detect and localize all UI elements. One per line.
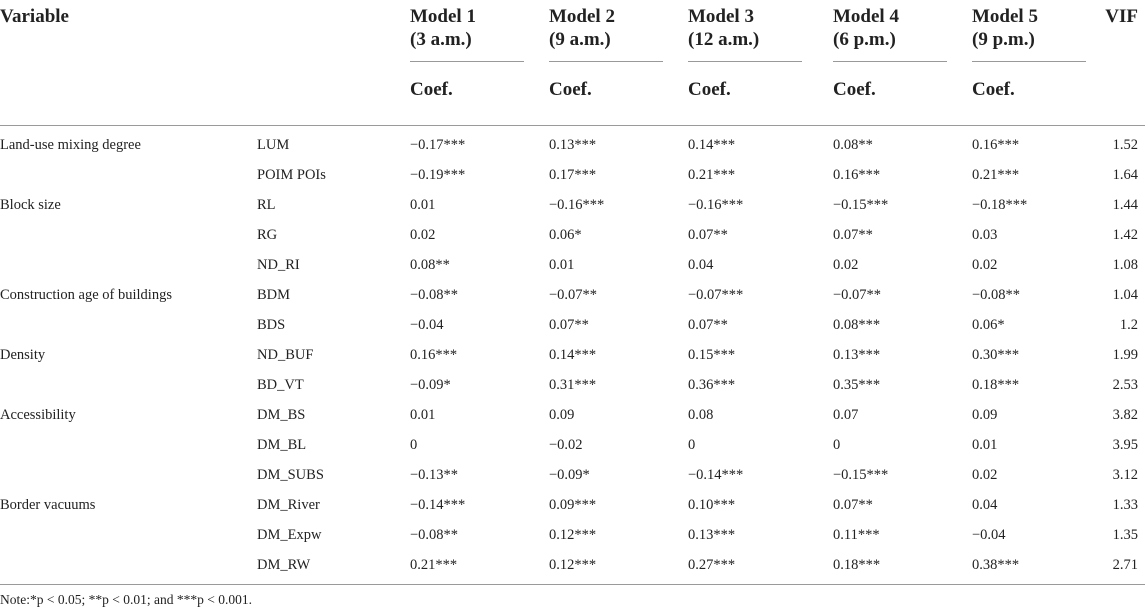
coef-cell: 0.01 xyxy=(549,257,575,273)
coef-cell: 0 xyxy=(833,437,841,453)
coef-cell: 0 xyxy=(688,437,696,453)
coef-cell: 0.21*** xyxy=(972,167,1020,183)
footer-rule xyxy=(0,584,1145,585)
coef-cell: 0.03 xyxy=(972,227,998,243)
variable-abbr: BDS xyxy=(257,317,286,333)
vif-cell: 1.04 xyxy=(1112,287,1138,303)
coef-cell: 0.16*** xyxy=(972,137,1020,153)
coef-cell: 0.09 xyxy=(549,407,575,423)
header-divider xyxy=(972,61,1086,62)
coef-cell: 0.07** xyxy=(833,227,873,243)
coef-cell: 0.18*** xyxy=(833,557,881,573)
coef-cell: −0.14*** xyxy=(410,497,466,513)
table-row xyxy=(0,370,1145,400)
table-row xyxy=(0,280,1145,310)
coef-cell: 0.14*** xyxy=(549,347,597,363)
coef-cell: 0.27*** xyxy=(688,557,736,573)
vif-cell: 2.71 xyxy=(1112,557,1138,573)
coef-cell: 0.01 xyxy=(410,197,436,213)
coef-cell: −0.04 xyxy=(972,527,1006,543)
coef-cell: −0.07** xyxy=(549,287,598,303)
variable-abbr: RG xyxy=(257,227,278,243)
coef-cell: −0.13** xyxy=(410,467,459,483)
coef-cell: 0.07** xyxy=(833,497,873,513)
table-row xyxy=(0,430,1145,460)
coef-cell: −0.08** xyxy=(410,527,459,543)
coef-cell: 0.02 xyxy=(410,227,436,243)
coef-cell: 0.06* xyxy=(972,317,1005,333)
variable-abbr: DM_River xyxy=(257,497,320,513)
vif-cell: 1.42 xyxy=(1112,227,1138,243)
coef-cell: 0.02 xyxy=(833,257,859,273)
table-row xyxy=(0,490,1145,520)
coef-cell: 0.07 xyxy=(833,407,859,423)
variable-abbr: POIM POIs xyxy=(257,167,326,183)
coef-cell: −0.09* xyxy=(549,467,590,483)
variable-abbr: DM_BS xyxy=(257,407,306,423)
coef-cell: 0.09*** xyxy=(549,497,597,513)
coef-cell: −0.18*** xyxy=(972,197,1028,213)
coef-cell: 0.16*** xyxy=(410,347,458,363)
header-model-3: Model 3 (12 a.m.) xyxy=(688,6,760,50)
coef-cell: 0.15*** xyxy=(688,347,736,363)
table-row xyxy=(0,160,1145,190)
header-model-1: Model 1 (3 a.m.) xyxy=(410,6,476,50)
coef-cell: −0.16*** xyxy=(549,197,605,213)
coef-cell: 0.08** xyxy=(410,257,450,273)
coef-cell: −0.08** xyxy=(410,287,459,303)
coef-cell: 0.12*** xyxy=(549,527,597,543)
coef-cell: 0.18*** xyxy=(972,377,1020,393)
coef-cell: 0.21*** xyxy=(688,167,736,183)
coef-cell: −0.15*** xyxy=(833,467,889,483)
table-row xyxy=(0,550,1145,580)
vif-cell: 1.2 xyxy=(1119,317,1138,333)
table-row xyxy=(0,250,1145,280)
header-model-5: Model 5 (9 p.m.) xyxy=(972,6,1038,50)
variable-abbr: DM_RW xyxy=(257,557,311,573)
coef-cell: 0.38*** xyxy=(972,557,1020,573)
table-row xyxy=(0,460,1145,490)
coef-cell: 0.17*** xyxy=(549,167,597,183)
coef-cell: −0.19*** xyxy=(410,167,466,183)
coef-cell: −0.07** xyxy=(833,287,882,303)
vif-cell: 1.08 xyxy=(1112,257,1138,273)
vif-cell: 3.95 xyxy=(1112,437,1138,453)
coef-cell: −0.08** xyxy=(972,287,1021,303)
variable-abbr: BD_VT xyxy=(257,377,304,393)
group-label: Border vacuums xyxy=(0,497,96,513)
coef-label: Coef. xyxy=(410,79,453,100)
coef-cell: 0.30*** xyxy=(972,347,1020,363)
vif-cell: 1.64 xyxy=(1112,167,1138,183)
coef-cell: 0.35*** xyxy=(833,377,881,393)
group-label: Land-use mixing degree xyxy=(0,137,141,153)
table-row xyxy=(0,400,1145,430)
table-row xyxy=(0,520,1145,550)
header-divider xyxy=(833,61,947,62)
coef-cell: 0 xyxy=(410,437,418,453)
coef-cell: −0.17*** xyxy=(410,137,466,153)
vif-cell: 2.53 xyxy=(1112,377,1138,393)
coef-cell: 0.07** xyxy=(688,317,728,333)
coef-cell: −0.15*** xyxy=(833,197,889,213)
group-label: Block size xyxy=(0,197,61,213)
coef-cell: 0.08** xyxy=(833,137,873,153)
coef-cell: 0.02 xyxy=(972,257,998,273)
coef-cell: 0.09 xyxy=(972,407,998,423)
variable-abbr: DM_BL xyxy=(257,437,307,453)
coef-cell: 0.13*** xyxy=(833,347,881,363)
coef-cell: −0.07*** xyxy=(688,287,744,303)
coef-cell: 0.07** xyxy=(688,227,728,243)
header-model-2: Model 2 (9 a.m.) xyxy=(549,6,615,50)
coef-cell: 0.02 xyxy=(972,467,998,483)
vif-cell: 1.44 xyxy=(1112,197,1138,213)
coef-cell: −0.04 xyxy=(410,317,444,333)
coef-cell: −0.14*** xyxy=(688,467,744,483)
coef-label: Coef. xyxy=(972,79,1015,100)
header-variable: Variable xyxy=(0,6,69,27)
coef-cell: −0.09* xyxy=(410,377,451,393)
group-label: Accessibility xyxy=(0,407,76,423)
header-model-4: Model 4 (6 p.m.) xyxy=(833,6,899,50)
coef-cell: −0.16*** xyxy=(688,197,744,213)
coef-label: Coef. xyxy=(833,79,876,100)
variable-abbr: BDM xyxy=(257,287,291,303)
coef-label: Coef. xyxy=(688,79,731,100)
coef-cell: 0.13*** xyxy=(549,137,597,153)
coef-cell: 0.01 xyxy=(410,407,436,423)
coef-cell: 0.11*** xyxy=(833,527,880,543)
table-note: Note:*p < 0.05; **p < 0.01; and ***p < 0.001. xyxy=(0,592,252,607)
vif-cell: 1.99 xyxy=(1112,347,1138,363)
coef-cell: 0.10*** xyxy=(688,497,736,513)
coef-cell: 0.13*** xyxy=(688,527,736,543)
vif-cell: 3.12 xyxy=(1112,467,1138,483)
coef-cell: 0.36*** xyxy=(688,377,736,393)
coef-cell: 0.08*** xyxy=(833,317,881,333)
variable-abbr: DM_Expw xyxy=(257,527,322,543)
coef-cell: 0.12*** xyxy=(549,557,597,573)
coef-label: Coef. xyxy=(549,79,592,100)
vif-cell: 3.82 xyxy=(1112,407,1138,423)
coef-cell: 0.06* xyxy=(549,227,582,243)
coef-cell: 0.08 xyxy=(688,407,714,423)
coef-cell: −0.02 xyxy=(549,437,583,453)
table-row xyxy=(0,190,1145,220)
variable-abbr: ND_RI xyxy=(257,257,300,273)
group-label: Construction age of buildings xyxy=(0,287,172,303)
variable-abbr: LUM xyxy=(257,137,290,153)
group-label: Density xyxy=(0,347,46,363)
table-row xyxy=(0,340,1145,370)
vif-cell: 1.33 xyxy=(1112,497,1138,513)
header-rule xyxy=(0,125,1145,126)
coef-cell: 0.14*** xyxy=(688,137,736,153)
header-divider xyxy=(688,61,802,62)
coef-cell: 0.04 xyxy=(688,257,714,273)
vif-cell: 1.35 xyxy=(1112,527,1138,543)
table-row xyxy=(0,310,1145,340)
coef-cell: 0.16*** xyxy=(833,167,881,183)
header-divider xyxy=(410,61,524,62)
coef-cell: 0.31*** xyxy=(549,377,597,393)
table-row xyxy=(0,220,1145,250)
coef-cell: 0.01 xyxy=(972,437,998,453)
coef-cell: 0.04 xyxy=(972,497,998,513)
coef-cell: 0.21*** xyxy=(410,557,458,573)
vif-cell: 1.52 xyxy=(1112,137,1138,153)
variable-abbr: RL xyxy=(257,197,276,213)
variable-abbr: DM_SUBS xyxy=(257,467,324,483)
header-vif: VIF xyxy=(1105,6,1138,27)
variable-abbr: ND_BUF xyxy=(257,347,314,363)
table-row xyxy=(0,130,1145,160)
coef-cell: 0.07** xyxy=(549,317,589,333)
header-divider xyxy=(549,61,663,62)
